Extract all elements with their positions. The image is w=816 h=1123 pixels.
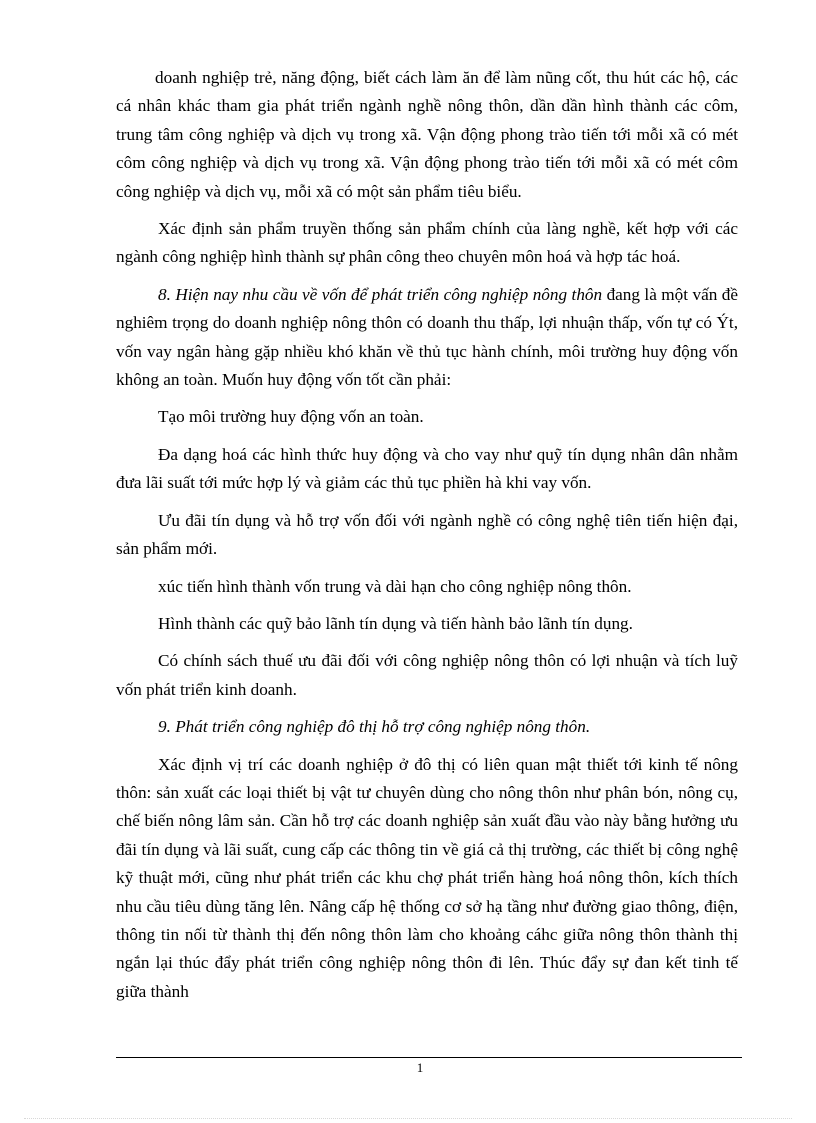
paragraph-traditional-products: Xác định sản phẩm truyền thống sản phẩm chính của làng nghề, kết hợp với các ngành công nghiệp hình thành sự phân công theo chuyên môn hoá và hợp tác hoá. (116, 219, 738, 267)
footer-divider (116, 1057, 742, 1058)
paragraph-guarantee-funds: Hình thành các quỹ bảo lãnh tín dụng và tiến hành bảo lãnh tín dụng. (158, 613, 633, 633)
section-8-heading: 8. Hiện nay nhu cầu về vốn để phát triển công nghiệp nông thôn (158, 284, 603, 304)
section-8-text: đang là một vấn đề nghiêm trọng do doanh nghiệp nông thôn có doanh thu thấp, lợi nhuận thấp, vốn tự có Ýt, vốn vay ngân hàng gặp nhiều khó khăn về thủ tục hành chính, môi trường huy động vốn không an toàn. Muốn huy động vốn tốt cần phải: (116, 284, 738, 390)
page-bottom-border (24, 1118, 792, 1119)
paragraph-medium-long-term: xúc tiến hình thành vốn trung và dài hạn cho công nghiệp nông thôn. (158, 576, 632, 596)
paragraph-continuation: doanh nghiệp trẻ, năng động, biết cách làm ăn để làm nũng cốt, thu hút các hộ, các cá nhân khác tham gia phát triển ngành nghề nông thôn, dần dần hình thành các côm, trung tâm công nghiệp và dịch vụ trong xã. Vận động phong trào tiến tới mỗi xã có mét côm công nghiệp và dịch vụ trong xã. Vận động phong trào tiến tới mỗi xã có mét côm công nghiệp và dịch vụ, mỗi xã có một sản phẩm tiêu biểu. (116, 68, 738, 201)
page-body (116, 64, 738, 1015)
paragraph-capital-needs (116, 281, 738, 395)
page-number: 1 (416, 1060, 424, 1075)
section-9-heading: 9. Phát triển công nghiệp đô thị hỗ trợ công nghiệp nông thôn. (158, 717, 591, 737)
paragraph-diversify-forms: Đa dạng hoá các hình thức huy động và cho vay như quỹ tín dụng nhân dân nhằm đưa lãi suất tới mức hợp lý và giảm các thủ tục phiền hà khi vay vốn. (116, 444, 738, 493)
paragraph-safe-environment: Tạo môi trường huy động vốn an toàn. (158, 407, 424, 427)
paragraph-credit-incentives: Ưu đãi tín dụng và hỗ trợ vốn đối với ngành nghề có công nghệ tiên tiến hiện đại, sản phẩm mới. (116, 510, 738, 559)
paragraph-urban-industry: Xác định vị trí các doanh nghiệp ở đô thị có liên quan mật thiết tới kinh tế nông thôn: sản xuất các loại thiết bị vật tư chuyên dùng cho nông thôn như phân bón, nông cụ, chế biến nông lâm sản. Cần hỗ trợ các doanh nghiệp sản xuất đầu vào này bằng hưởng ưu đãi tín dụng và lãi suất, cung cấp các thông tin về giá cả thị trường, các thiết bị công nghệ kỹ thuật mới, cũng như phát triển các khu chợ phát triển hàng hoá nông thôn, kích thích nhu cầu tiêu dùng tăng lên. Nâng cấp hệ thống cơ sở hạ tầng như đường giao thông, điện, thông tin nối từ thành thị đến nông thôn làm cho khoảng cáhc giữa nông thôn thành thị ngắn lại thúc đẩy phát triển công nghiệp nông thôn đi lên. Thúc đẩy sự đan kết tinh tế giữa thành (116, 754, 738, 1001)
paragraph-tax-policy: Có chính sách thuế ưu đãi đối với công nghiệp nông thôn có lợi nhuận và tích luỹ vốn phát triển kinh doanh. (116, 651, 738, 699)
